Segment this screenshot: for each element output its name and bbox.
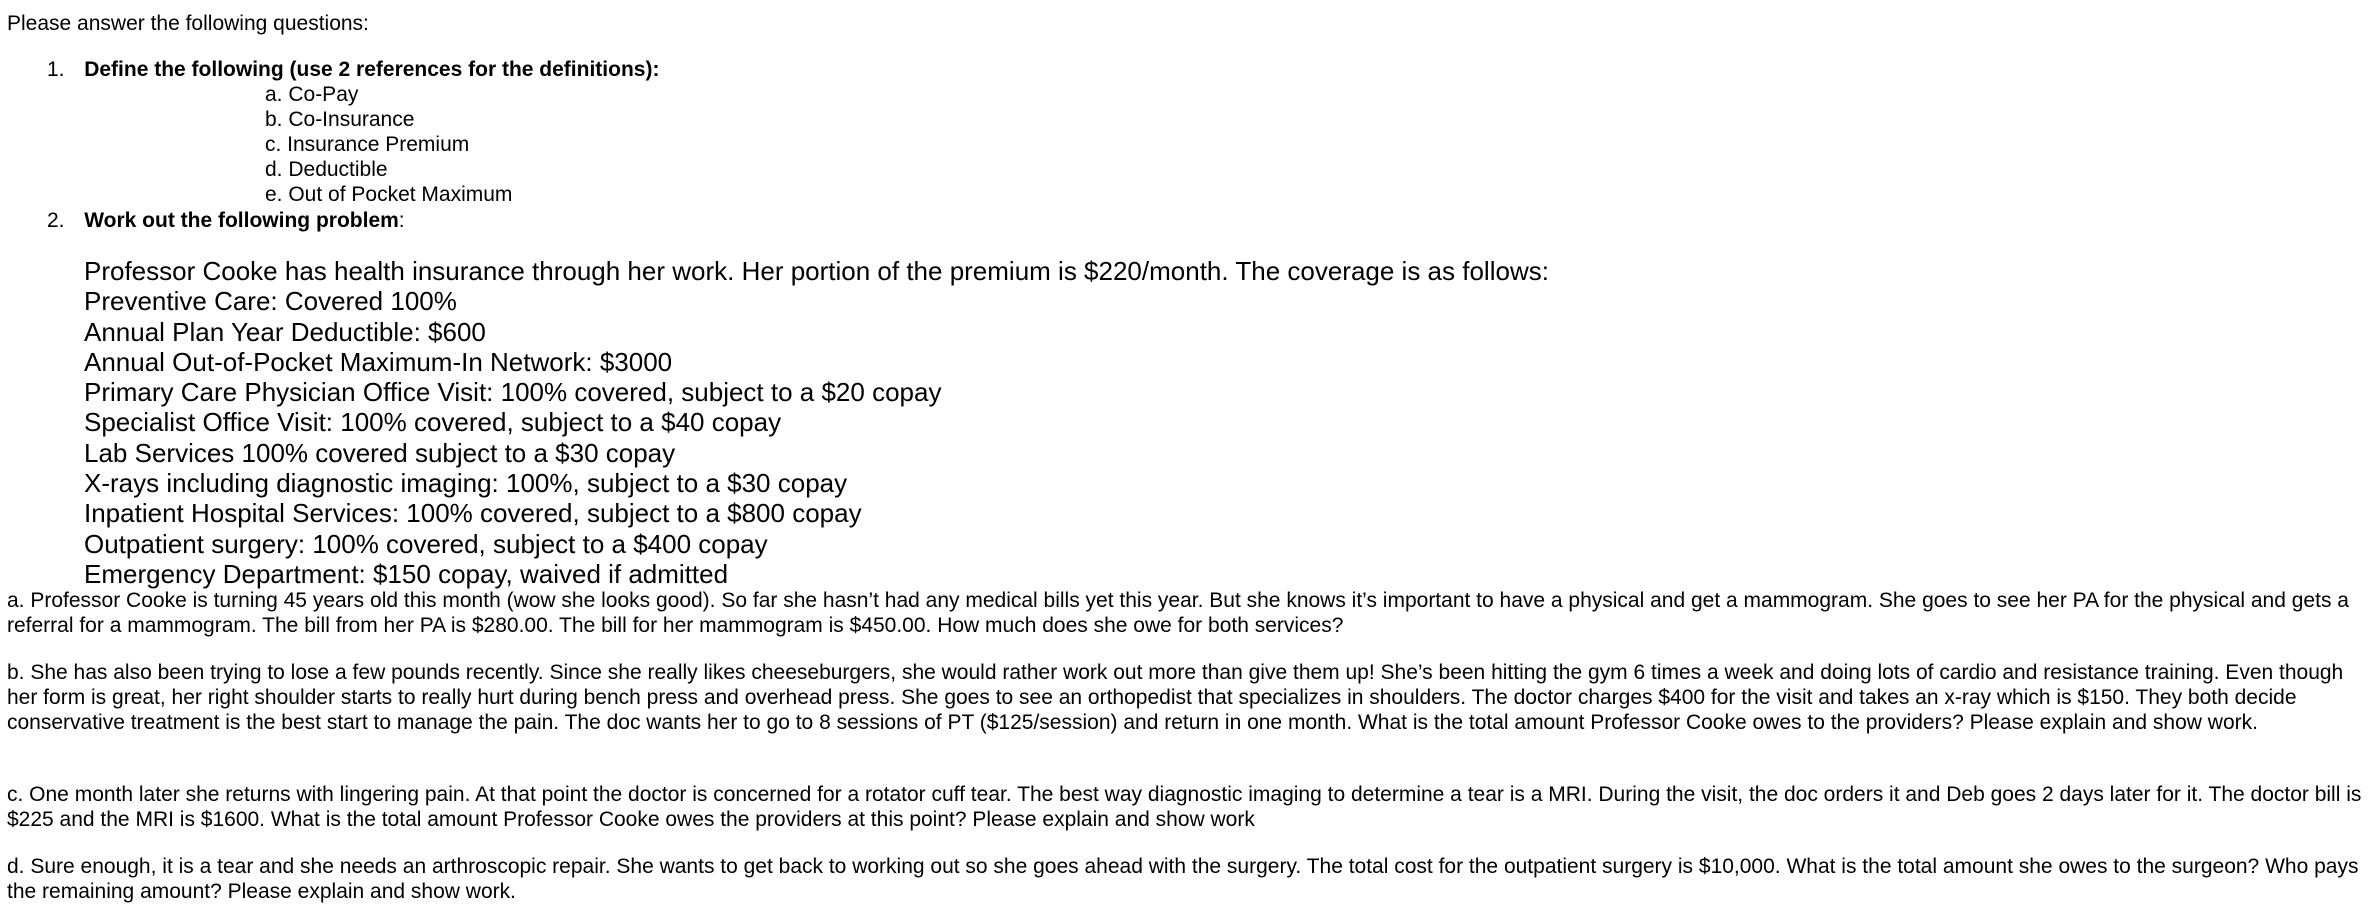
definition-item: b. Co-Insurance bbox=[265, 108, 415, 131]
coverage-line: Outpatient surgery: 100% covered, subject to a $400 copay bbox=[84, 528, 768, 559]
question-2 bbox=[47, 208, 405, 233]
coverage-line: Inpatient Hospital Services: 100% covered, subject to a $800 copay bbox=[84, 498, 862, 529]
part-a: a. Professor Cooke is turning 45 years old this month (wow she looks good). So far she hasn’t had any medical bills yet this year. But she knows it’s important to have a physical and get a mammogram. She goes to see her PA for the physical and gets a referral for a mammogram. The bill from her PA is $280.00. The bill for her mammogram is $450.00. How much does she owe for both services? bbox=[7, 589, 2349, 637]
definition-item: a. Co-Pay bbox=[265, 83, 359, 106]
part-b: b. She has also been trying to lose a few pounds recently. Since she really likes cheeseburgers, she would rather work out more than give them up! She’s been hitting the gym 6 times a week and doing lots of cardio and resistance training. Even though her form is great, her right shoulder starts to really hurt during bench press and overhead press. She goes to see an orthopedist that specializes in shoulders. The doctor charges $400 for the visit and takes an x-ray which is $150. They both decide conservative treatment is the best start to manage the pain. The doc wants her to go to 8 sessions of PT ($125/session) and return in one month. What is the total amount Professor Cooke owes to the providers? Please explain and show work. bbox=[7, 661, 2344, 734]
coverage-block bbox=[84, 256, 1549, 589]
coverage-line: Lab Services 100% covered subject to a $30 copay bbox=[84, 437, 676, 468]
definition-item: c. Insurance Premium bbox=[265, 133, 470, 156]
question-1-text: Define the following (use 2 references for the definitions): bbox=[84, 58, 660, 81]
coverage-intro: Professor Cooke has health insurance through her work. Her portion of the premium is $220/month. The coverage is as follows: bbox=[84, 256, 1549, 286]
intro-text: Please answer the following questions: bbox=[7, 12, 369, 35]
coverage-line: Primary Care Physician Office Visit: 100% covered, subject to a $20 copay bbox=[84, 377, 942, 408]
part-d: d. Sure enough, it is a tear and she needs an arthroscopic repair. She wants to get back to working out so she goes ahead with the surgery. The total cost for the outpatient surgery is $10,000. What is the total amount she owes to the surgeon? Who pays the remaining amount? Please explain and show work. bbox=[7, 855, 2359, 903]
question-1 bbox=[47, 57, 659, 82]
definition-list bbox=[265, 82, 512, 207]
part-c: c. One month later she returns with lingering pain. At that point the doctor is concerned for a rotator cuff tear. The best way diagnostic imaging to determine a tear is a MRI. During the visit, the doc orders it and Deb goes 2 days later for it. The doctor bill is $225 and the MRI is $1600. What is the total amount Professor Cooke owes the providers at this point? Please explain and show work bbox=[7, 783, 2362, 831]
definition-item: d. Deductible bbox=[265, 158, 388, 181]
coverage-line: Annual Plan Year Deductible: $600 bbox=[84, 316, 486, 347]
coverage-line: Specialist Office Visit: 100% covered, subject to a $40 copay bbox=[84, 407, 782, 438]
coverage-line: X-rays including diagnostic imaging: 100%, subject to a $30 copay bbox=[84, 468, 848, 499]
coverage-line: Emergency Department: $150 copay, waived if admitted bbox=[84, 558, 729, 589]
coverage-line: Preventive Care: Covered 100% bbox=[84, 286, 457, 317]
coverage-line: Annual Out-of-Pocket Maximum-In Network: $3000 bbox=[84, 346, 673, 377]
question-2-text: Work out the following problem bbox=[84, 209, 399, 232]
definition-item: e. Out of Pocket Maximum bbox=[265, 183, 513, 206]
question-2-suffix: : bbox=[398, 209, 405, 232]
question-2-number: 2. bbox=[47, 209, 65, 232]
question-1-number: 1. bbox=[47, 58, 65, 81]
